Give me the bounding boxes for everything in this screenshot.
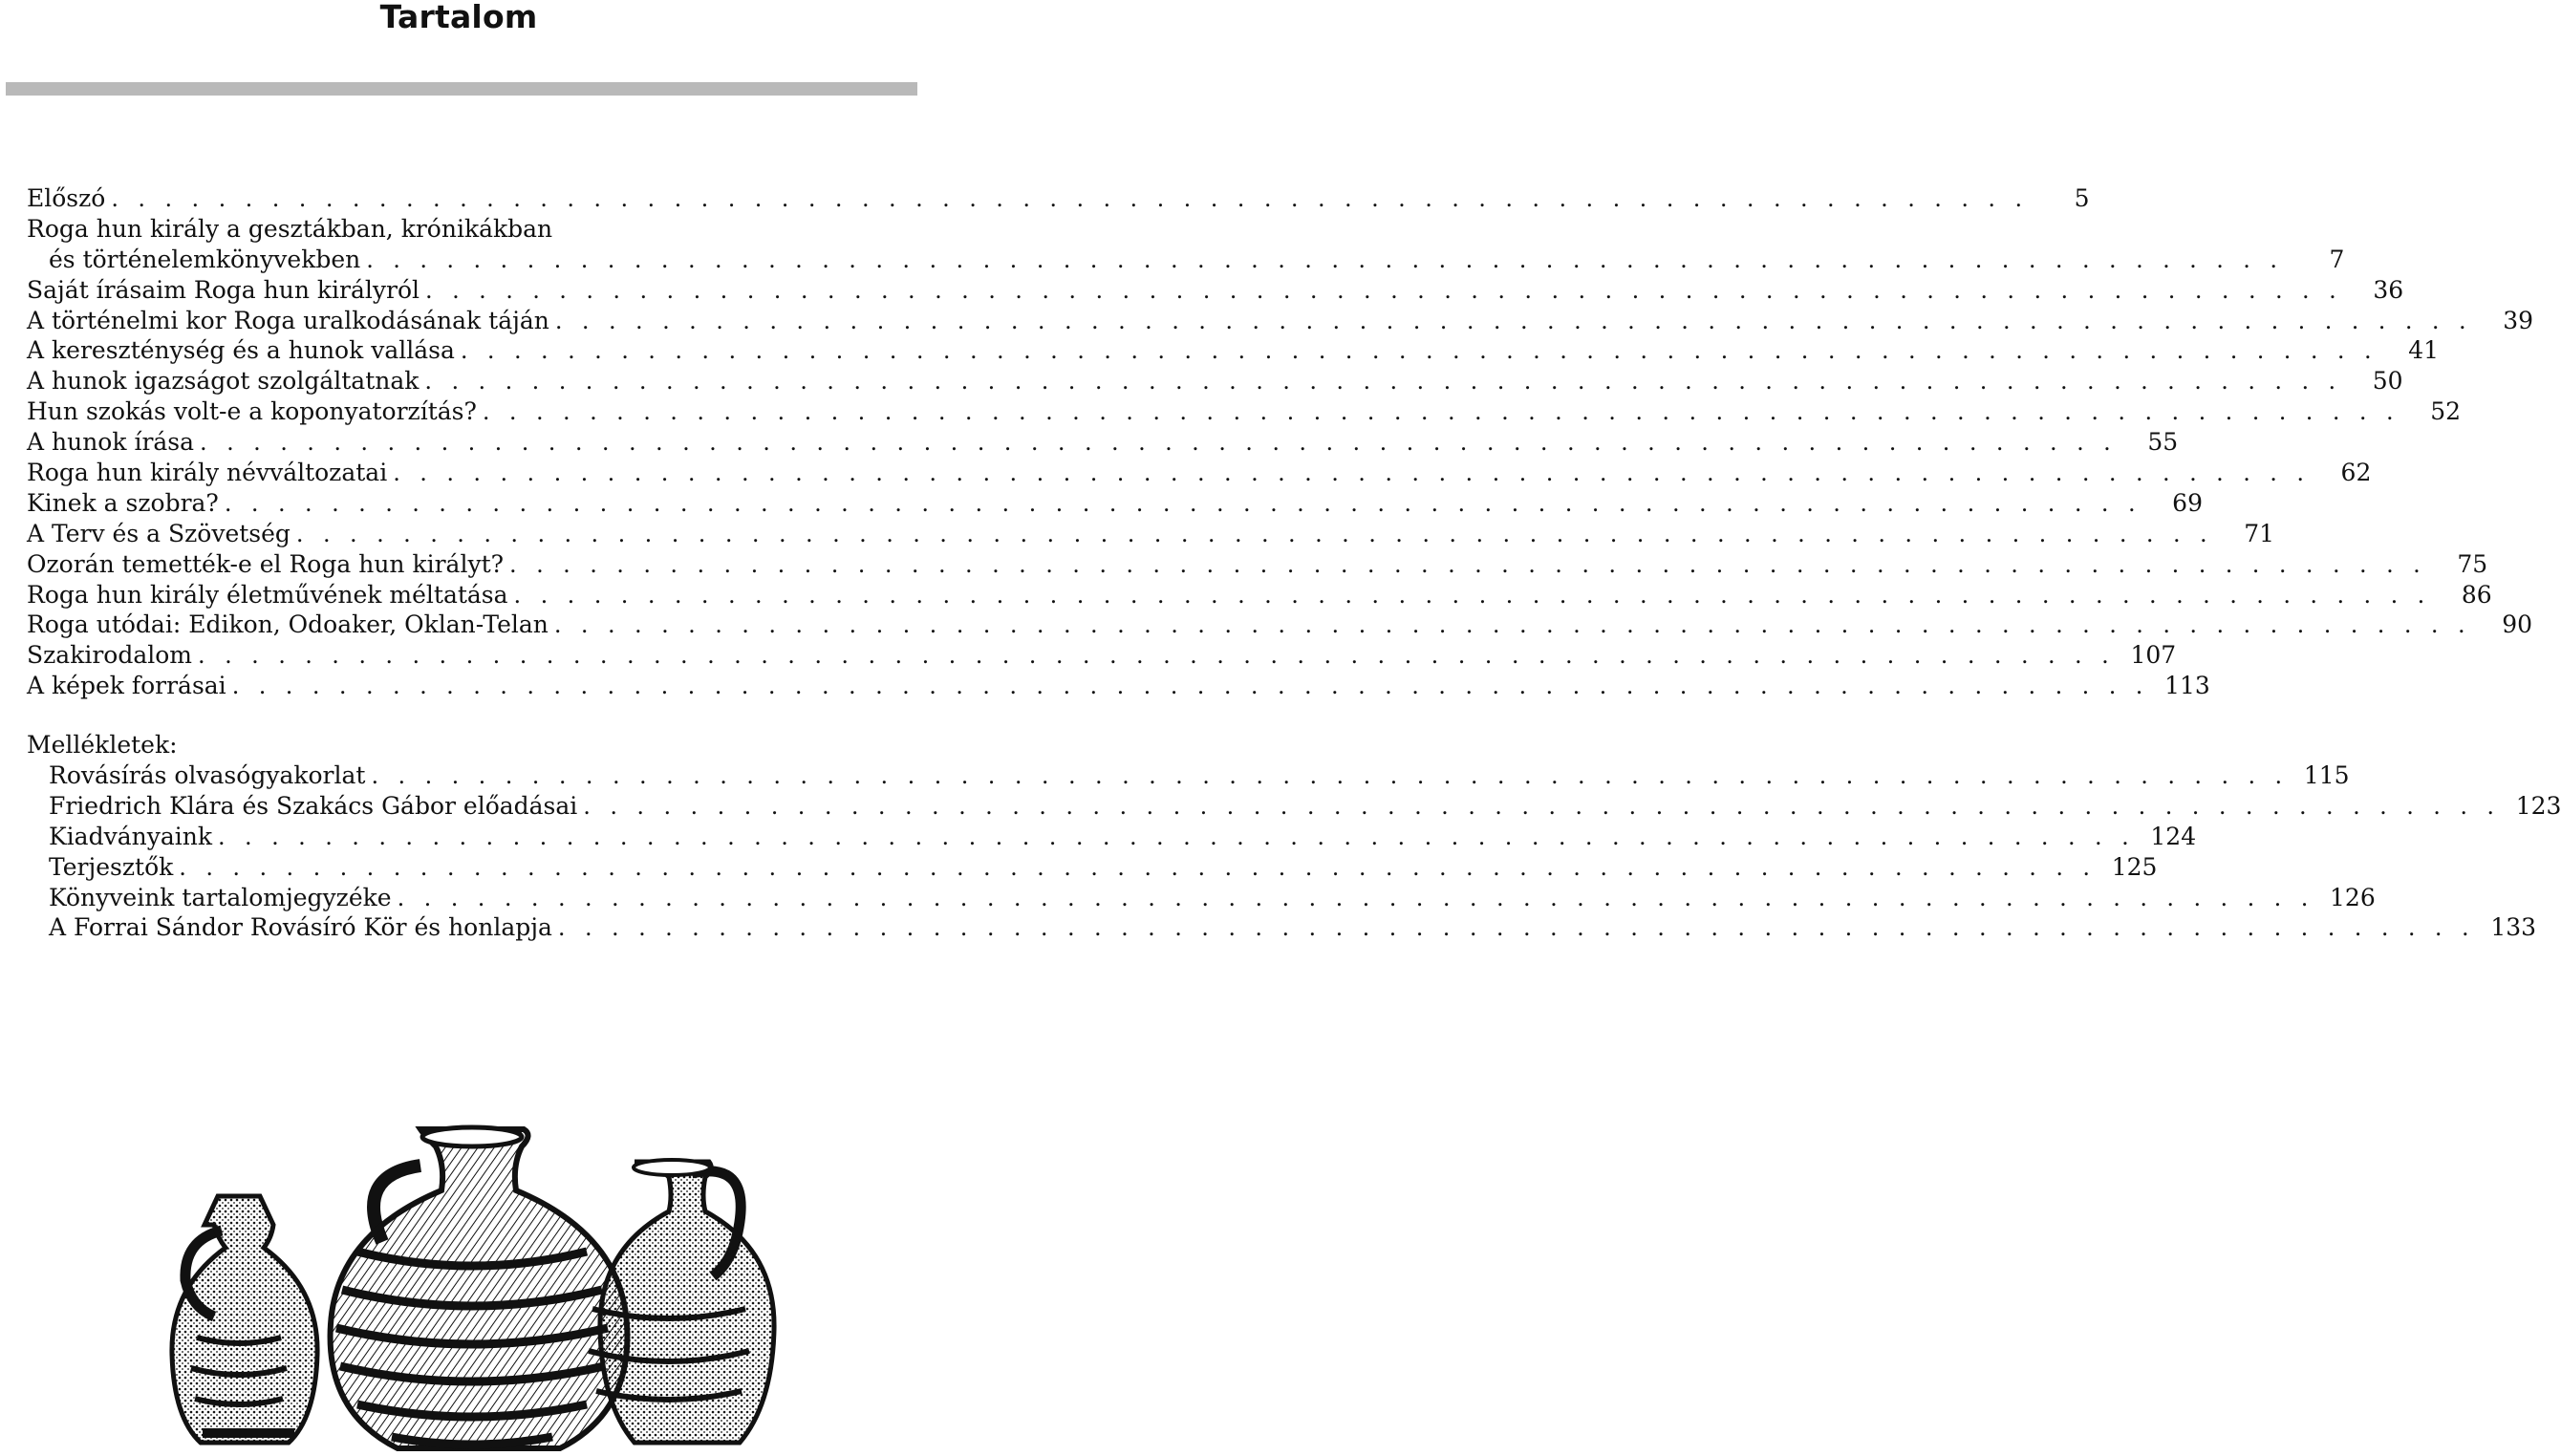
dot-leader: . . . . . . . . . . . . . . . . . . . . . . . . . . . . . . . . . . . . . . . . . . . . . . . . . . . . . . . . . . . . . . . . . . . . . . . . [425,276,2343,304]
toc-row[interactable] [27,396,2462,427]
dot-leader: . . . . . . . . . . . . . . . . . . . . . . . . . . . . . . . . . . . . . . . . . . . . . . . . . . . . . . . . . . . . . . . . . . . . . . . . [231,673,2149,700]
toc-label: Rovásírás olvasógyakorlat [49,761,366,790]
toc-page-number: 124 [2150,822,2197,850]
dot-leader: . . . . . . . . . . . . . . . . . . . . . . . . . . . . . . . . . . . . . . . . . . . . . . . . . . . . . . . . . . . . . . . . . . . . . . . . [393,460,2311,487]
dot-leader: . . . . . . . . . . . . . . . . . . . . . . . . . . . . . . . . . . . . . . . . . . . . . . . . . . . . . . . . . . . . . . . . . . . . . . . . [583,792,2501,820]
dot-leader: . . . . . . . . . . . . . . . . . . . . . . . . . . . . . . . . . . . . . . . . . . . . . . . . . . . . . . . . . . . . . . . . . . . . . . . . [557,914,2476,942]
toc-row[interactable] [27,610,2533,640]
appendix-heading [27,730,900,760]
toc-page-number: 113 [2164,672,2210,700]
toc-row[interactable] [27,580,2492,610]
toc-label: Kiadványaink [49,822,212,850]
dot-leader: . . . . . . . . . . . . . . . . . . . . . . . . . . . . . . . . . . . . . . . . . . . . . . . . . . . . . . . . . . . . . . . . . . . . . . . . [366,246,2284,273]
toc-label: A kereszténység és a hunok vallása [27,336,455,365]
toc-row[interactable] [27,427,2179,458]
dot-leader: . . . . . . . . . . . . . . . . . . . . . . . . . . . . . . . . . . . . . . . . . . . . . . . . . . . . . . . . . . . . . . . . . . . . . . . . [460,337,2378,365]
toc-row[interactable] [27,306,2534,336]
toc-label: A Terv és a Szövetség [27,519,291,547]
toc-page-number: 7 [2329,245,2345,273]
toc-row[interactable] [27,519,2275,549]
dot-leader: . . . . . . . . . . . . . . . . . . . . . . . . . . . . . . . . . . . . . . . . . . . . . . . . . . . . . . . . . . . . . . . . . . . . . . . . [397,884,2314,911]
toc-label: Terjesztők [49,852,174,881]
toc-label: Előszó [27,184,106,212]
toc-page-number: 90 [2502,610,2533,639]
toc-row[interactable] [27,335,2440,366]
small-jug-left [172,1196,317,1443]
toc-label: és történelemkönyvekben [49,245,361,273]
toc-row[interactable] [27,275,2404,306]
dot-leader: . . . . . . . . . . . . . . . . . . . . . . . . . . . . . . . . . . . . . . . . . . . . . . . . . . . . . . . . . . . . . . . . . . . . . . . . [554,307,2473,334]
appendix-heading-label: Mellékletek: [27,731,178,760]
toc-page-number: 125 [2111,852,2158,881]
toc-page-number: 36 [2373,275,2404,304]
toc-label: Friedrich Klára és Szakács Gábor előadásai [49,791,578,820]
toc-label: Hun szokás volt-e a koponyatorzítás? [27,397,477,426]
toc-page-number: 41 [2408,336,2440,365]
toc-page-number: 115 [2303,761,2350,790]
dot-leader: . . . . . . . . . . . . . . . . . . . . . . . . . . . . . . . . . . . . . . . . . . . . . . . . . . . . . . . . . . . . . . . . . . . . . . . . [200,429,2118,457]
toc-label: A Forrai Sándor Rovásíró Kör és honlapja [49,913,552,942]
toc-row[interactable] [27,488,2203,519]
toc-page-number: 39 [2503,306,2534,334]
dot-leader: . . . . . . . . . . . . . . . . . . . . . . . . . . . . . . . . . . . . . . . . . . . . . . . . . . . . . . . . . . . . . . . . . . . . . . . . [217,823,2136,850]
dot-leader: . . . . . . . . . . . . . . . . . . . . . . . . . . . . . . . . . . . . . . . . . . . . . . . . . . . . . . . . . . . . . . . . . . . . . . . . [513,581,2431,609]
toc-page-number: 75 [2457,549,2488,578]
page-title: Tartalom [379,0,538,35]
dot-leader: . . . . . . . . . . . . . . . . . . . . . . . . . . . . . . . . . . . . . . . . . . . . . . . . . . . . . . . . . . . . . . . . . . . . . . . . [553,611,2472,639]
toc-label: Kinek a szobra? [27,488,219,517]
dot-leader: . . . . . . . . . . . . . . . . . . . . . . . . . . . . . . . . . . . . . . . . . . . . . . . . . . . . . . . . . . . . . . . . . . . . . . . . [198,642,2116,670]
toc-row[interactable] [27,822,2197,852]
dot-leader: . . . . . . . . . . . . . . . . . . . . . . . . . . . . . . . . . . . . . . . . . . . . . . . . . . . . . . . . . . . . . . . . . . . . . . . . [295,520,2214,547]
toc-page-number: 107 [2130,641,2177,670]
dot-leader: . . . . . . . . . . . . . . . . . . . . . . . . . . . . . . . . . . . . . . . . . . . . . . . . . . . . . . . . . . . . . . . . . . . . . . . . [224,489,2141,517]
toc-row[interactable] [27,549,2488,580]
toc-label: Könyveink tartalomjegyzéke [49,883,392,911]
table-of-contents [27,183,2561,943]
toc-row[interactable] [27,883,2376,913]
toc-label: Saját írásaim Roga hun királyról [27,275,420,304]
toc-label: Roga hun király életművének méltatása [27,580,508,609]
toc-page-number: 5 [2074,184,2090,212]
large-jug-center [331,1127,628,1448]
toc-label: A hunok írása [27,428,195,457]
toc-page-number: 69 [2172,488,2203,517]
dot-leader: . . . . . . . . . . . . . . . . . . . . . . . . . . . . . . . . . . . . . . . . . . . . . . . . . . . . . . . . . . . . . . . . . . . . . . . . [111,185,2029,212]
dot-leader: . . . . . . . . . . . . . . . . . . . . . . . . . . . . . . . . . . . . . . . . . . . . . . . . . . . . . . . . . . . . . . . . . . . . . . . . [509,550,2427,578]
toc-row[interactable] [27,671,2210,701]
small-jug-right [589,1160,774,1443]
dot-leader: . . . . . . . . . . . . . . . . . . . . . . . . . . . . . . . . . . . . . . . . . . . . . . . . . . . . . . . . . . . . . . . . . . . . . . . . [371,762,2289,790]
toc-row[interactable] [27,366,2403,396]
toc-label: Roga hun király a gesztákban, krónikákban [27,214,553,243]
toc-row[interactable] [27,183,2090,214]
toc-page-number: 55 [2147,428,2179,457]
toc-page-number: 133 [2490,913,2537,942]
toc-label: Ozorán temették-e el Roga hun királyt? [27,549,505,578]
dot-leader: . . . . . . . . . . . . . . . . . . . . . . . . . . . . . . . . . . . . . . . . . . . . . . . . . . . . . . . . . . . . . . . . . . . . . . . . [424,368,2342,396]
toc-label: A történelmi kor Roga uralkodásának táján [27,306,549,334]
toc-page-number: 86 [2461,580,2492,609]
toc-label: A hunok igazságot szolgáltatnak [27,367,420,396]
toc-label: A képek forrásai [27,672,226,700]
toc-row[interactable] [27,214,900,245]
toc-label: Szakirodalom [27,641,193,670]
toc-row[interactable] [27,852,2158,883]
toc-label: Roga hun király névváltozatai [27,459,388,487]
toc-row[interactable] [27,760,2350,791]
toc-page-number: 123 [2515,791,2561,820]
toc-row[interactable] [27,458,2372,488]
toc-row[interactable] [27,912,2537,943]
toc-page-number: 52 [2430,397,2462,426]
dot-leader: . . . . . . . . . . . . . . . . . . . . . . . . . . . . . . . . . . . . . . . . . . . . . . . . . . . . . . . . . . . . . . . . . . . . . . . . [179,853,2097,881]
toc-label: Roga utódai: Edikon, Odoaker, Oklan-Telan [27,610,549,639]
toc-page-number: 50 [2372,367,2403,396]
toc-row[interactable] [27,791,2561,822]
toc-row[interactable] [27,245,2345,275]
pottery-illustration [0,1118,917,1456]
toc-page-number: 71 [2244,519,2275,547]
toc-page-number: 62 [2340,459,2372,487]
toc-page-number: 126 [2330,883,2376,911]
dot-leader: . . . . . . . . . . . . . . . . . . . . . . . . . . . . . . . . . . . . . . . . . . . . . . . . . . . . . . . . . . . . . . . . . . . . . . . . [482,398,2400,426]
toc-row[interactable] [27,640,2177,671]
title-underline-bar [6,82,917,96]
